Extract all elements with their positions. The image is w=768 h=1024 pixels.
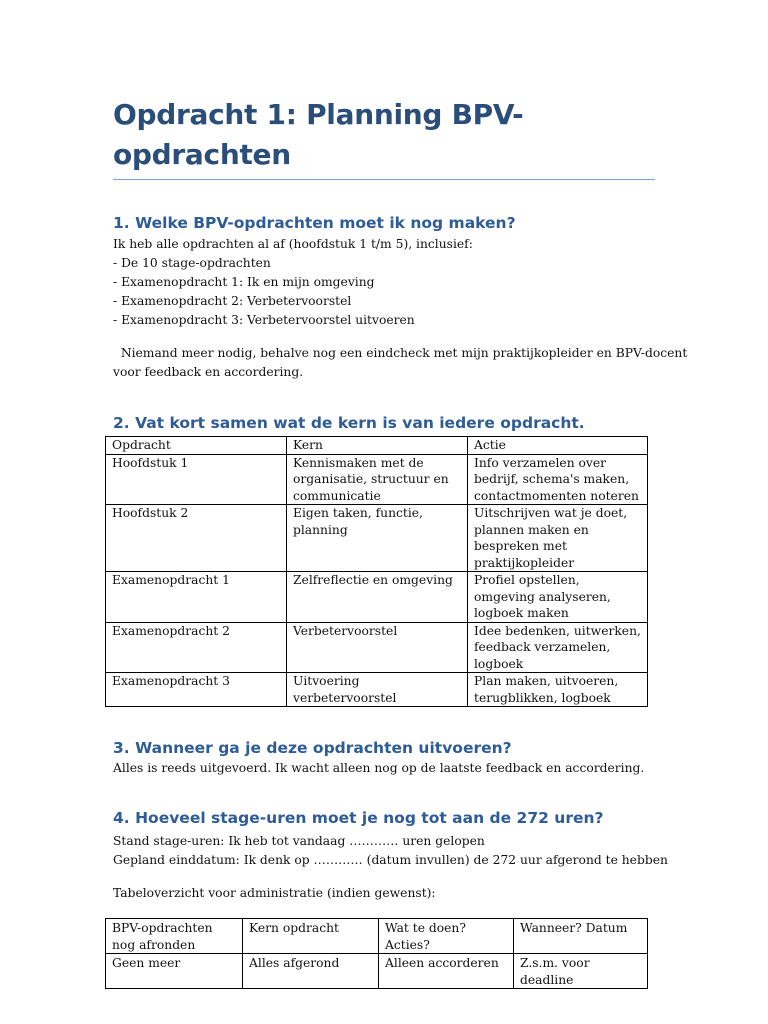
table-cell: Examenopdracht 1 xyxy=(106,572,287,623)
table-cell: Uitschrijven wat je doet, plannen maken en bespreken met praktijkopleider xyxy=(468,505,648,572)
table-cell: Uitvoering verbetervoorstel xyxy=(287,673,468,707)
table-row xyxy=(106,572,648,623)
section-1 xyxy=(113,212,688,382)
section-4 xyxy=(112,807,668,989)
table-cell: Profiel opstellen, omgeving analyseren, logboek maken xyxy=(468,572,648,623)
table-header-cell: Kern xyxy=(287,437,468,455)
table-row xyxy=(106,673,648,707)
section-1-paragraph-line: voor feedback en accordering. xyxy=(113,365,304,379)
table-cell: Geen meer xyxy=(106,954,243,989)
administration-table xyxy=(105,918,648,989)
table-cell: Hoofdstuk 1 xyxy=(106,454,287,505)
table-row xyxy=(106,454,648,505)
table-header-cell: Actie xyxy=(468,437,648,455)
table-header-row xyxy=(106,919,648,954)
section-1-line: Ik heb alle opdrachten al af (hoofdstuk 1 t/m 5), inclusief: xyxy=(113,237,473,251)
table-cell: Zelfreflectie en omgeving xyxy=(287,572,468,623)
section-2-heading: 2. Vat kort samen wat de kern is van iedere opdracht. xyxy=(113,414,585,432)
table-row xyxy=(106,954,648,989)
title-underline xyxy=(113,179,655,180)
section-3-text: Alles is reeds uitgevoerd. Ik wacht alleen nog op de laatste feedback en accordering. xyxy=(113,761,645,775)
table-row xyxy=(106,622,648,673)
section-1-line: - De 10 stage-opdrachten xyxy=(113,256,271,270)
table-header-cell: BPV-opdrachten nog afronden xyxy=(106,919,243,954)
section-3 xyxy=(113,737,655,778)
table-header-cell: Wat te doen? Acties? xyxy=(379,919,514,954)
table-cell: Z.s.m. voor deadline xyxy=(514,954,648,989)
section-3-heading: 3. Wanneer ga je deze opdrachten uitvoeren? xyxy=(113,739,512,757)
section-1-paragraph-line: Niemand meer nodig, behalve nog een eindcheck met mijn praktijkopleider en BPV-docent xyxy=(113,346,688,360)
table-cell: Eigen taken, functie, planning xyxy=(287,505,468,572)
table-cell: Plan maken, uitvoeren, terugblikken, logboek xyxy=(468,673,648,707)
table-header-row xyxy=(106,437,648,455)
table-cell: Hoofdstuk 2 xyxy=(106,505,287,572)
page-title: Opdracht 1: Planning BPV-opdrachten xyxy=(113,98,524,171)
hours-status-line: Stand stage-uren: Ik heb tot vandaag ………… uren gelopen xyxy=(113,834,485,848)
section-1-paragraph xyxy=(113,344,688,382)
planned-end-date-line: Gepland einddatum: Ik denk op ………… (datum invullen) de 272 uur afgerond te hebben xyxy=(113,853,668,867)
table-header-cell: Kern opdracht xyxy=(243,919,379,954)
table-intro: Tabeloverzicht voor administratie (indien gewenst): xyxy=(113,886,436,900)
table-cell: Idee bedenken, uitwerken, feedback verzamelen, logboek xyxy=(468,622,648,673)
table-header-cell: Opdracht xyxy=(106,437,287,455)
section-4-heading: 4. Hoeveel stage-uren moet je nog tot aan de 272 uren? xyxy=(113,809,604,827)
section-1-line: - Examenopdracht 2: Verbetervoorstel xyxy=(113,294,352,308)
table-cell: Alleen accorderen xyxy=(379,954,514,989)
table-cell: Examenopdracht 3 xyxy=(106,673,287,707)
section-1-line: - Examenopdracht 3: Verbetervoorstel uitvoeren xyxy=(113,313,415,327)
table-cell: Alles afgerond xyxy=(243,954,379,989)
section-2 xyxy=(113,412,655,707)
table-cell: Kennismaken met de organisatie, structuur en communicatie xyxy=(287,454,468,505)
table-row xyxy=(106,505,648,572)
table-cell: Examenopdracht 2 xyxy=(106,622,287,673)
document-page xyxy=(112,95,688,989)
table-cell: Info verzamelen over bedrijf, schema's maken, contactmomenten noteren xyxy=(468,454,648,505)
table-header-cell: Wanneer? Datum xyxy=(514,919,648,954)
section-1-heading: 1. Welke BPV-opdrachten moet ik nog maken? xyxy=(113,214,516,232)
section-1-line: - Examenopdracht 1: Ik en mijn omgeving xyxy=(113,275,375,289)
table-cell: Verbetervoorstel xyxy=(287,622,468,673)
core-summary-table xyxy=(105,436,648,707)
